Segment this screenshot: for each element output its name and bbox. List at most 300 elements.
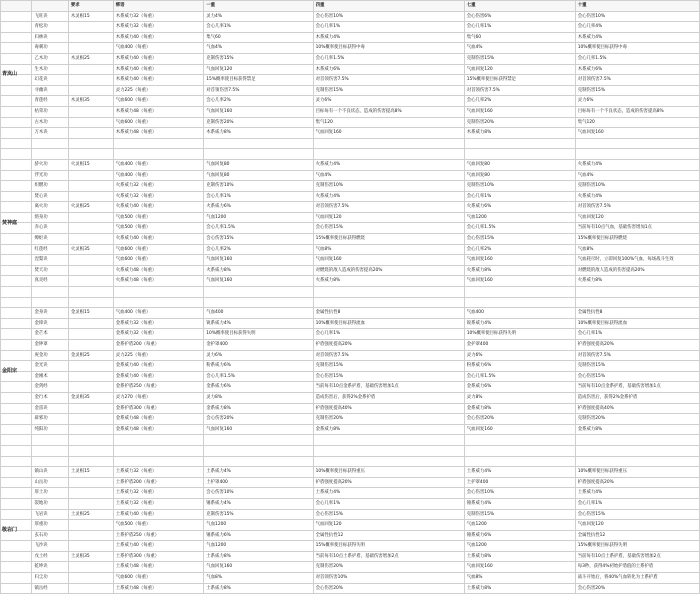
tier10-cell: 对首领伤害7.5%	[575, 350, 699, 361]
base-cell: 土系护盾200（每重）	[113, 477, 204, 488]
blank-cell	[313, 297, 464, 308]
tier7-cell: 气血1200	[464, 520, 575, 531]
tier4-cell: 会心伤害10%	[313, 11, 464, 22]
blank-cell	[32, 287, 68, 298]
table-row	[1, 117, 700, 128]
tier1-cell: 气血回复160	[204, 276, 313, 287]
base-cell: 土系威力32（每重）	[113, 488, 204, 499]
section-cell	[1, 414, 32, 425]
section-cell	[1, 234, 32, 245]
blank-cell	[1, 138, 32, 149]
blank-cell	[575, 456, 699, 467]
table-row	[1, 234, 700, 245]
tier1-cell: 会心伤害15%	[204, 234, 313, 245]
table-row	[1, 32, 700, 43]
requirement-cell	[68, 371, 113, 382]
tier1-cell: 气血4%	[204, 43, 313, 54]
requirement-cell	[68, 64, 113, 75]
tier7-cell: 会心几率2%	[464, 244, 575, 255]
tier7-cell: 火系威力6%	[464, 202, 575, 213]
requirement-cell	[68, 498, 113, 509]
tier1-cell: 锤系威力4%	[204, 498, 313, 509]
blank-row	[1, 435, 700, 446]
tier1-cell: 土系威力4%	[204, 467, 313, 478]
tier4-cell: 气血回复160	[313, 128, 464, 139]
blank-cell	[113, 297, 204, 308]
tier10-cell: 全属性抗性8	[575, 308, 699, 319]
tier10-cell: 灵力6%	[575, 96, 699, 107]
tier4-cell: 克制伤害10%	[313, 181, 464, 192]
base-cell: 土系威力40（每重）	[113, 509, 204, 520]
tier1-cell: 火系威力6%	[204, 202, 313, 213]
blank-cell	[204, 435, 313, 446]
section-cell	[1, 22, 32, 33]
tier10-cell: 土系威力4%	[575, 488, 699, 499]
table-row	[1, 276, 700, 287]
base-cell: 金系威力40（每重）	[113, 361, 204, 372]
skill-name-cell: 归尘功	[32, 573, 68, 584]
table-row	[1, 53, 700, 64]
table-row	[1, 255, 700, 266]
tier10-cell: 克制伤害15%	[575, 85, 699, 96]
skill-name-cell: 离火功	[32, 202, 68, 213]
base-cell: 金系威力32（每重）	[113, 329, 204, 340]
table-row	[1, 64, 700, 75]
tier4-cell: 全属性抗性12	[313, 530, 464, 541]
tier4-cell: 火系威力4%	[313, 159, 464, 170]
section-cell	[1, 403, 32, 414]
blank-cell	[32, 435, 68, 446]
blank-row	[1, 287, 700, 298]
skill-name-cell: 古木功	[32, 117, 68, 128]
table-row	[1, 212, 700, 223]
tier10-cell: 会心伤害10%	[575, 11, 699, 22]
requirement-cell: 木灵根25	[68, 53, 113, 64]
column-header: 要求	[68, 1, 113, 12]
tier7-cell: 气血回复160	[464, 424, 575, 435]
blank-cell	[113, 138, 204, 149]
skill-name-cell: 山岳功	[32, 477, 68, 488]
section-cell	[1, 255, 32, 266]
blank-row	[1, 456, 700, 467]
skill-name-cell: 寻幽诀	[32, 85, 68, 96]
tier10-cell: 对首领伤害7.5%	[575, 202, 699, 213]
skill-name-cell: 庚金功	[32, 350, 68, 361]
skill-name-cell: 青莲经	[32, 96, 68, 107]
blank-cell	[68, 138, 113, 149]
table-row	[1, 202, 700, 213]
tier7-cell: 对首领伤害7.5%	[464, 85, 575, 96]
blank-cell	[1, 456, 32, 467]
tier10-cell: 气血回复120	[575, 520, 699, 531]
blank-row	[1, 445, 700, 456]
section-cell	[1, 551, 32, 562]
base-cell: 气血600（每重）	[113, 244, 204, 255]
base-cell: 土系威力32（每重）	[113, 467, 204, 478]
tier4-cell: 气血4%	[313, 170, 464, 181]
tier4-cell: 会心伤害20%	[313, 583, 464, 594]
tier1-cell: 灵力8%	[204, 392, 313, 403]
table-row	[1, 498, 700, 509]
column-header: 七重	[464, 1, 575, 12]
tier7-cell: 克制伤害20%	[464, 117, 575, 128]
requirement-cell	[68, 382, 113, 393]
tier4-cell: 造成伤害后，获得2%金系护盾	[313, 392, 464, 403]
tier10-cell: 会心伤害20%	[575, 583, 699, 594]
blank-cell	[32, 445, 68, 456]
blank-cell	[464, 297, 575, 308]
tier10-cell: 当前每有10点金系护盾，基础伤害增加1点	[575, 382, 699, 393]
skill-name-cell: 骄火功	[32, 159, 68, 170]
section-cell	[1, 11, 32, 22]
section-cell	[1, 467, 32, 478]
tier1-cell: 15%概率使目标获得禁足	[204, 75, 313, 86]
blank-cell	[113, 435, 204, 446]
table-row	[1, 509, 700, 520]
tier4-cell: 克制伤害15%	[313, 361, 464, 372]
section-cell	[1, 308, 32, 319]
blank-cell	[313, 287, 464, 298]
requirement-cell	[68, 276, 113, 287]
tier1-cell: 金护罩400	[204, 340, 313, 351]
skill-name-cell: 焚心诀	[32, 191, 68, 202]
column-header: 一重	[204, 1, 313, 12]
tier10-cell: 对燃烧的敌人造成的伤害提高20%	[575, 265, 699, 276]
blank-cell	[1, 149, 32, 160]
section-cell	[1, 191, 32, 202]
base-cell: 金系威力48（每重）	[113, 414, 204, 425]
blank-cell	[113, 287, 204, 298]
tier7-cell: 气血8%	[464, 573, 575, 584]
section-cell	[1, 106, 32, 117]
requirement-cell: 金灵根15	[68, 308, 113, 319]
section-cell	[1, 573, 32, 584]
table-row	[1, 22, 700, 33]
skill-name-cell: 枯荣功	[32, 106, 68, 117]
base-cell: 土系威力48（每重）	[113, 562, 204, 573]
tier4-cell: 气血8%	[313, 244, 464, 255]
tier7-cell: 土护罩400	[464, 477, 575, 488]
requirement-cell: 金灵根35	[68, 392, 113, 403]
section-label: 焚神庭	[2, 219, 18, 226]
blank-cell	[68, 435, 113, 446]
tier1-cell: 灵力4%	[204, 11, 313, 22]
table-row	[1, 562, 700, 573]
requirement-cell: 火灵根25	[68, 202, 113, 213]
requirement-cell	[68, 520, 113, 531]
blank-cell	[204, 297, 313, 308]
tier4-cell: 克制伤害15%	[313, 85, 464, 96]
tier7-cell: 15%概率使目标获得禁足	[464, 75, 575, 86]
tier7-cell: 会心伤害20%	[464, 414, 575, 425]
tier1-cell: 气血回复80	[204, 159, 313, 170]
table-row	[1, 170, 700, 181]
header-row	[1, 1, 700, 12]
base-cell: 火系威力32（每重）	[113, 191, 204, 202]
tier4-cell: 金系威力8%	[313, 424, 464, 435]
tier1-cell: 会心几率1.5%	[204, 223, 313, 234]
tier7-cell: 气血回复120	[464, 64, 575, 75]
skill-name-cell: 焚天功	[32, 265, 68, 276]
requirement-cell	[68, 234, 113, 245]
section-cell	[1, 53, 32, 64]
table-row	[1, 530, 700, 541]
requirement-cell: 火灵根15	[68, 159, 113, 170]
section-cell	[1, 117, 32, 128]
base-cell: 木系威力48（每重）	[113, 106, 204, 117]
blank-cell	[575, 287, 699, 298]
tier7-cell: 气血回复80	[464, 170, 575, 181]
blank-cell	[32, 149, 68, 160]
tier7-cell: 木系威力8%	[464, 128, 575, 139]
requirement-cell	[68, 583, 113, 594]
blank-cell	[113, 149, 204, 160]
requirement-cell	[68, 530, 113, 541]
tier7-cell: 克制伤害15%	[464, 509, 575, 520]
blank-cell	[68, 297, 113, 308]
tier7-cell: 会心几率2%	[464, 96, 575, 107]
skill-name-cell: 青松功	[32, 22, 68, 33]
tier4-cell: 气血回复120	[313, 520, 464, 531]
tier7-cell: 克制伤害10%	[464, 181, 575, 192]
tier10-cell: 当前每有10点气血，基础伤害增加1点	[575, 223, 699, 234]
requirement-cell	[68, 562, 113, 573]
section-cell	[1, 128, 32, 139]
base-cell: 土系护盾300（每重）	[113, 551, 204, 562]
base-cell: 金系威力48（每重）	[113, 424, 204, 435]
tier10-cell: 对首领伤害7.5%	[575, 75, 699, 86]
tier10-cell: 10%概率使目标获得中毒	[575, 43, 699, 54]
section-cell	[1, 276, 32, 287]
tier4-cell: 会心几率1%	[313, 22, 464, 33]
section-cell	[1, 159, 32, 170]
tier10-cell: 全属性抗性12	[575, 530, 699, 541]
skill-name-cell: 浮光功	[32, 170, 68, 181]
tier10-cell: 10%概率使目标获得重压	[575, 467, 699, 478]
table-row	[1, 361, 700, 372]
tier7-cell: 土系威力4%	[464, 467, 575, 478]
table-row	[1, 340, 700, 351]
tier1-cell: 气血回复80	[204, 170, 313, 181]
column-header: 绑语	[113, 1, 204, 12]
tier4-cell: 当前每有10点土系护盾，基础伤害增加2点	[313, 551, 464, 562]
requirement-cell	[68, 191, 113, 202]
table-row	[1, 414, 700, 425]
base-cell: 灵力225（每重）	[113, 85, 204, 96]
tier1-cell: 气血400	[204, 308, 313, 319]
requirement-cell	[68, 128, 113, 139]
tier10-cell: 集气120	[575, 117, 699, 128]
tier1-cell: 气血回复120	[204, 64, 313, 75]
tier7-cell: 粉系威力6%	[464, 361, 575, 372]
tier7-cell: 锤系威力6%	[464, 530, 575, 541]
table-row	[1, 551, 700, 562]
blank-cell	[68, 287, 113, 298]
table-row	[1, 371, 700, 382]
tier1-cell: 克制伤害10%	[204, 181, 313, 192]
tier4-cell: 火系威力8%	[313, 276, 464, 287]
tier1-cell: 克制伤害20%	[204, 117, 313, 128]
skill-name-cell: 镇岳经	[32, 583, 68, 594]
base-cell: 木系威力32（每重）	[113, 11, 204, 22]
requirement-cell	[68, 117, 113, 128]
tier4-cell: 对首领伤害10%	[313, 573, 464, 584]
skill-name-cell: 玄石功	[32, 530, 68, 541]
tier1-cell: 会心伤害20%	[204, 414, 313, 425]
tier7-cell: 气血回复160	[464, 276, 575, 287]
tier7-cell: 土系威力8%	[464, 583, 575, 594]
section-cell	[1, 170, 32, 181]
blank-cell	[204, 287, 313, 298]
blank-cell	[575, 149, 699, 160]
section-cell	[1, 340, 32, 351]
base-cell: 气血400（每重）	[113, 308, 204, 319]
tier7-cell: 会心伤害6%	[464, 11, 575, 22]
skill-name-cell: 金刚术	[32, 371, 68, 382]
tier7-cell: 锤系威力4%	[464, 498, 575, 509]
blank-row	[1, 138, 700, 149]
base-cell: 灵力225（每重）	[113, 350, 204, 361]
requirement-cell	[68, 170, 113, 181]
tier7-cell: 会心伤害10%	[464, 488, 575, 499]
table-row	[1, 318, 700, 329]
tier7-cell: 锐系威力4%	[464, 318, 575, 329]
blank-cell	[32, 456, 68, 467]
requirement-cell	[68, 181, 113, 192]
section-label: 敬岩门	[2, 527, 18, 533]
tier1-cell: 会心几率2%	[204, 244, 313, 255]
tier10-cell: 会心伤害15%	[575, 509, 699, 520]
blank-cell	[575, 445, 699, 456]
tier10-cell: 护盾强度提高40%	[575, 403, 699, 414]
section-cell	[1, 318, 32, 329]
tier7-cell: 灵力6%	[464, 350, 575, 361]
tier1-cell: 气血回复160	[204, 562, 313, 573]
table-row	[1, 106, 700, 117]
skill-name-cell: 金锋诀	[32, 318, 68, 329]
table-row	[1, 308, 700, 319]
tier1-cell: 木系威力8%	[204, 128, 313, 139]
tier4-cell: 克制伤害20%	[313, 414, 464, 425]
table-row	[1, 403, 700, 414]
table-row	[1, 329, 700, 340]
skill-name-cell: 红莲经	[32, 244, 68, 255]
blank-cell	[113, 456, 204, 467]
base-cell: 火系威力48（每重）	[113, 265, 204, 276]
tier10-cell: 战斗开始后，将40%气血转化为土系护盾	[575, 573, 699, 584]
tier7-cell: 会心几率1.5%	[464, 371, 575, 382]
section-cell	[1, 424, 32, 435]
blank-cell	[204, 149, 313, 160]
skill-name-cell: 熔身功	[32, 212, 68, 223]
table-row	[1, 520, 700, 531]
column-header	[32, 1, 68, 12]
tier10-cell: 气血耗尽时，立即回复100%气血，每场战斗生效	[575, 255, 699, 266]
tier4-cell: 克制伤害20%	[313, 562, 464, 573]
blank-cell	[464, 435, 575, 446]
section-cell	[1, 562, 32, 573]
requirement-cell	[68, 329, 113, 340]
skill-name-cell: 裂地功	[32, 498, 68, 509]
blank-row	[1, 297, 700, 308]
requirement-cell	[68, 361, 113, 372]
base-cell: 土系护盾250（每重）	[113, 530, 204, 541]
base-cell: 气血400（每重）	[113, 159, 204, 170]
table-row	[1, 244, 700, 255]
blank-cell	[204, 456, 313, 467]
tier10-cell: 15%概率使目标获得失明	[575, 541, 699, 552]
section-cell	[1, 329, 32, 340]
tier4-cell: 会心伤害15%	[313, 509, 464, 520]
base-cell: 木系威力40（每重）	[113, 64, 204, 75]
tier10-cell: 会心几率1.5%	[575, 53, 699, 64]
tier10-cell: 气血4%	[575, 170, 699, 181]
tier1-cell: 对首领伤害7.5%	[204, 85, 313, 96]
base-cell: 木系威力32（每重）	[113, 22, 204, 33]
requirement-cell	[68, 340, 113, 351]
blank-cell	[1, 445, 32, 456]
requirement-cell	[68, 573, 113, 584]
section-cell	[1, 477, 32, 488]
base-cell: 金系威力40（每重）	[113, 371, 204, 382]
skill-name-cell: 炽燃功	[32, 181, 68, 192]
table-row	[1, 85, 700, 96]
tier4-cell: 10%概率使目标获得流血	[313, 318, 464, 329]
base-cell: 灵力270（每重）	[113, 392, 204, 403]
blank-cell	[313, 149, 464, 160]
tier4-cell: 火系威力4%	[313, 191, 464, 202]
tier1-cell: 会心几率1.5%	[204, 371, 313, 382]
requirement-cell	[68, 255, 113, 266]
section-cell	[1, 265, 32, 276]
tier10-cell: 气血8%	[575, 244, 699, 255]
table-row	[1, 488, 700, 499]
blank-cell	[68, 445, 113, 456]
base-cell: 气血500（每重）	[113, 223, 204, 234]
tier7-cell: 气血回复160	[464, 255, 575, 266]
table-row	[1, 181, 700, 192]
tier10-cell: 造成伤害后，获得2%金系护盾	[575, 392, 699, 403]
base-cell: 气血600（每重）	[113, 96, 204, 107]
skill-name-cell: 金身诀	[32, 308, 68, 319]
blank-cell	[204, 138, 313, 149]
tier4-cell: 气血回复160	[313, 255, 464, 266]
tier1-cell: 火系威力8%	[204, 265, 313, 276]
tier1-cell: 土系威力8%	[204, 551, 313, 562]
tier10-cell: 目标每有一个不良状态，造成的伤害提高8%	[575, 106, 699, 117]
requirement-cell: 金灵根25	[68, 350, 113, 361]
tier10-cell: 木系威力4%	[575, 32, 699, 43]
tier1-cell: 锤系威力6%	[204, 530, 313, 541]
blank-cell	[1, 297, 32, 308]
tier1-cell: 金系威力6%	[204, 382, 313, 393]
table-row	[1, 392, 700, 403]
section-cell	[1, 382, 32, 393]
tier4-cell: 木系威力4%	[313, 32, 464, 43]
requirement-cell	[68, 403, 113, 414]
tier10-cell: 当前每有10点土系护盾，基础伤害增加2点	[575, 551, 699, 562]
tier1-cell: 气血回复160	[204, 106, 313, 117]
tier7-cell: 气血1200	[464, 541, 575, 552]
blank-cell	[32, 297, 68, 308]
section-cell	[1, 85, 32, 96]
requirement-cell: 火灵根35	[68, 244, 113, 255]
tier7-cell: 克制伤害15%	[464, 53, 575, 64]
table-row	[1, 96, 700, 107]
requirement-cell	[68, 22, 113, 33]
skill-name-cell: 金雷诀	[32, 403, 68, 414]
tier7-cell: 会心几率1%	[464, 22, 575, 33]
